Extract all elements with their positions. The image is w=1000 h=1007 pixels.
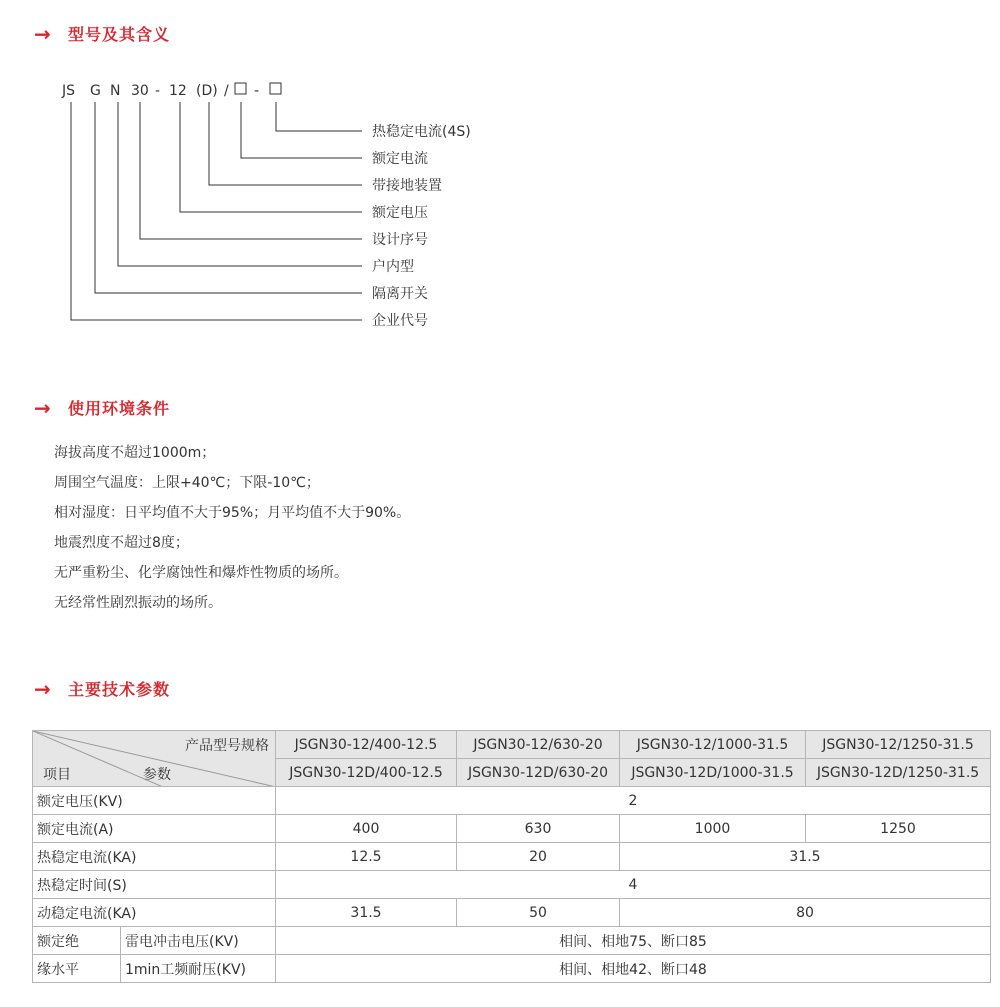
code-part-dash-2: - bbox=[254, 83, 260, 99]
row-label: 动稳定电流(KA) bbox=[33, 899, 276, 927]
code-part-d: (D) bbox=[196, 83, 218, 99]
table-header-row bbox=[33, 731, 991, 759]
table-cell: 80 bbox=[620, 899, 991, 927]
corner-label-param: 参数 bbox=[143, 767, 171, 783]
table-corner-cell bbox=[33, 731, 276, 787]
section-title-environment: 使用环境条件 bbox=[68, 399, 171, 418]
section-params-header bbox=[34, 677, 170, 700]
env-item-temperature: 周围空气温度：上限+40℃；下限-10℃； bbox=[54, 475, 320, 491]
leader-line-company bbox=[71, 102, 362, 320]
row-label: 热稳定电流(KA) bbox=[33, 843, 276, 871]
meaning-thermal-current: 热稳定电流(4S) bbox=[372, 124, 471, 140]
section-environment-header bbox=[34, 396, 170, 419]
model-cell: JSGN30-12/630-20 bbox=[457, 731, 620, 759]
code-part-g: G bbox=[90, 83, 101, 99]
technical-params-table bbox=[32, 730, 991, 983]
row-label: 热稳定时间(S) bbox=[33, 871, 276, 899]
code-box-current bbox=[235, 83, 246, 94]
row-label: 雷电冲击电压(KV) bbox=[121, 927, 276, 955]
model-cell: JSGN30-12D/630-20 bbox=[457, 759, 620, 787]
leader-line-voltage bbox=[180, 102, 362, 212]
table-row bbox=[33, 787, 991, 815]
model-cell: JSGN30-12D/1000-31.5 bbox=[620, 759, 806, 787]
meaning-earthing: 带接地装置 bbox=[372, 178, 442, 194]
code-part-12: 12 bbox=[169, 83, 187, 99]
table-cell: 4 bbox=[276, 871, 991, 899]
model-cell: JSGN30-12/1000-31.5 bbox=[620, 731, 806, 759]
table-cell: 12.5 bbox=[276, 843, 457, 871]
table-cell: 630 bbox=[457, 815, 620, 843]
corner-label-model: 产品型号规格 bbox=[185, 738, 269, 754]
model-cell: JSGN30-12D/400-12.5 bbox=[276, 759, 457, 787]
table-row bbox=[33, 899, 991, 927]
table-cell: 20 bbox=[457, 843, 620, 871]
meaning-design-serial: 设计序号 bbox=[372, 232, 428, 248]
right-arrow-icon: → bbox=[34, 395, 51, 420]
env-item-vibration: 无经常性剧烈振动的场所。 bbox=[54, 595, 222, 611]
model-cell: JSGN30-12/1250-31.5 bbox=[806, 731, 991, 759]
row-label: 1min工频耐压(KV) bbox=[121, 955, 276, 983]
table-cell: 31.5 bbox=[276, 899, 457, 927]
leader-line-design bbox=[140, 102, 362, 239]
leader-line-indoor bbox=[118, 102, 362, 266]
table-cell: 2 bbox=[276, 787, 991, 815]
table-cell: 400 bbox=[276, 815, 457, 843]
leader-line-thermal bbox=[276, 102, 362, 131]
meaning-rated-current: 额定电流 bbox=[372, 151, 428, 167]
environment-list bbox=[54, 438, 410, 618]
meaning-indoor: 户内型 bbox=[372, 259, 414, 275]
table-cell: 相间、相地75、断口85 bbox=[276, 927, 991, 955]
table-row bbox=[33, 927, 991, 955]
model-code-diagram bbox=[0, 0, 1000, 360]
table-row bbox=[33, 815, 991, 843]
section-title-params: 主要技术参数 bbox=[68, 680, 171, 699]
section-title-model: 型号及其含义 bbox=[68, 25, 171, 44]
row-group-label: 额定绝 bbox=[33, 927, 121, 955]
env-item-humidity: 相对湿度：日平均值不大于95%；月平均值不大于90%。 bbox=[54, 505, 411, 521]
model-cell: JSGN30-12/400-12.5 bbox=[276, 731, 457, 759]
code-part-dash-1: - bbox=[155, 83, 161, 99]
meaning-isolator: 隔离开关 bbox=[372, 286, 428, 302]
right-arrow-icon: → bbox=[34, 21, 51, 46]
row-group-label: 缘水平 bbox=[33, 955, 121, 983]
row-label: 额定电压(KV) bbox=[33, 787, 276, 815]
table-cell: 相间、相地42、断口48 bbox=[276, 955, 991, 983]
table-cell: 50 bbox=[457, 899, 620, 927]
leader-line-current bbox=[241, 102, 362, 158]
table-cell: 1250 bbox=[806, 815, 991, 843]
table-cell: 1000 bbox=[620, 815, 806, 843]
corner-label-item: 项目 bbox=[43, 767, 71, 783]
table-cell: 31.5 bbox=[620, 843, 991, 871]
code-part-js: JS bbox=[62, 83, 76, 99]
code-box-thermal bbox=[270, 83, 281, 94]
right-arrow-icon: → bbox=[34, 676, 51, 701]
code-part-30: 30 bbox=[131, 83, 149, 99]
leader-line-earthing bbox=[209, 102, 362, 185]
table-row bbox=[33, 871, 991, 899]
row-label: 额定电流(A) bbox=[33, 815, 276, 843]
table-row bbox=[33, 843, 991, 871]
env-item-seismic: 地震烈度不超过8度； bbox=[54, 535, 189, 551]
meaning-company-code: 企业代号 bbox=[372, 313, 428, 329]
env-item-dust: 无严重粉尘、化学腐蚀性和爆炸性物质的场所。 bbox=[54, 565, 348, 581]
model-cell: JSGN30-12D/1250-31.5 bbox=[806, 759, 991, 787]
code-part-n: N bbox=[110, 83, 121, 99]
env-item-altitude: 海拔高度不超过1000m； bbox=[54, 445, 216, 461]
table-row bbox=[33, 955, 991, 983]
code-part-slash: / bbox=[224, 83, 229, 99]
meaning-rated-voltage: 额定电压 bbox=[372, 205, 428, 221]
